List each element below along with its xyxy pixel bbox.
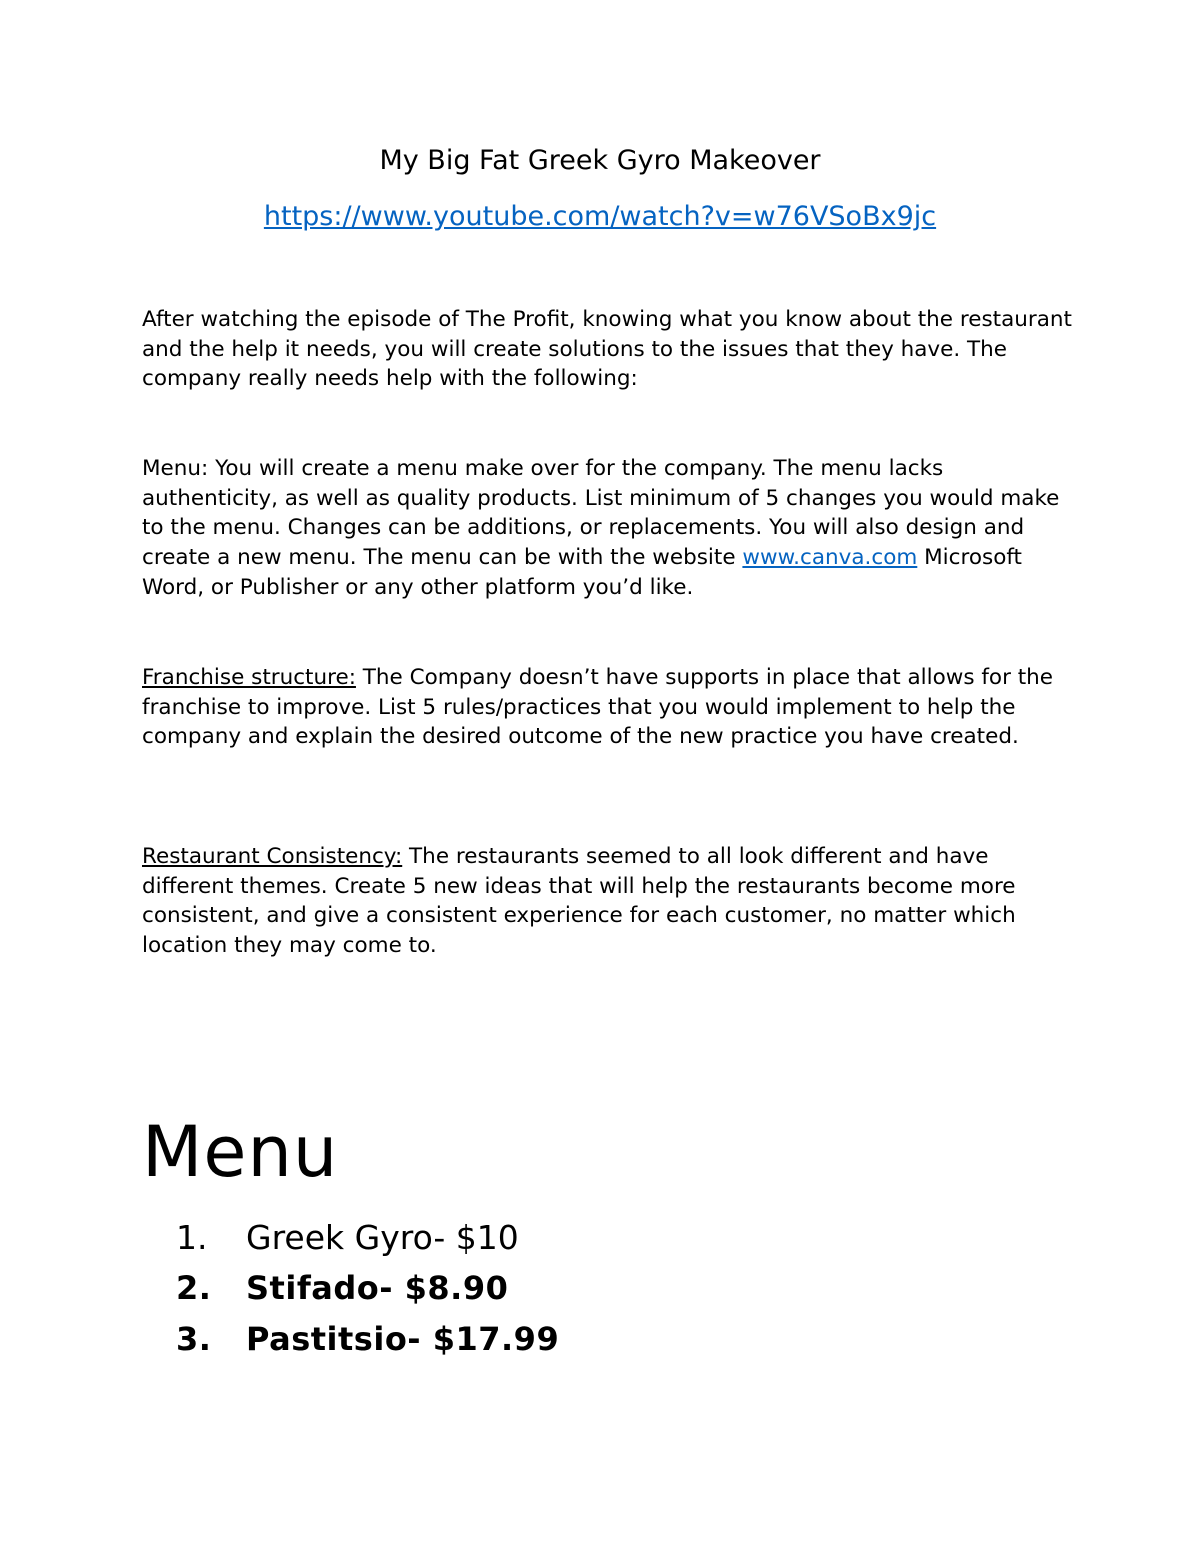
menu-section-paragraph xyxy=(142,454,1072,603)
consistency-heading: Restaurant Consistency: xyxy=(142,844,403,869)
menu-heading: Menu xyxy=(142,1111,339,1193)
video-link-line xyxy=(0,197,1200,237)
canva-link[interactable]: www.canva.com xyxy=(742,545,918,571)
consistency-text: The restaurants seemed to all look different and have different themes. Create 5 new ideas that will help the restaurants become more consistent, and give a consistent experience for each customer, no matter which location they may come to. xyxy=(142,844,1016,959)
franchise-heading: Franchise structure: xyxy=(142,665,356,690)
franchise-text: The Company doesn’t have supports in place that allows for the franchise to improve. List 5 rules/practices that you would implement to help the company and explain the desired outcome of the new practice you have created. xyxy=(142,665,1054,750)
consistency-section-paragraph xyxy=(142,842,1072,961)
menu-item-text: Pastitsio- $17.99 xyxy=(246,1320,560,1358)
menu-item-text: Greek Gyro- $10 xyxy=(246,1218,519,1257)
menu-item-number: 2. xyxy=(176,1269,212,1307)
menu-item-number: 1. xyxy=(176,1218,208,1257)
intro-paragraph: After watching the episode of The Profit, knowing what you know about the restaurant and the help it needs, you will create solutions to the issues that they have. The company really needs help with the following: xyxy=(142,307,1072,392)
franchise-section-paragraph xyxy=(142,663,1072,752)
menu-section-text-after: Microsoft Word, or Publisher or any other platform you’d like. xyxy=(142,545,1022,600)
menu-section-text: Menu: You will create a menu make over for the company. The menu lacks authenticity, as well as quality products. List minimum of 5 changes you would make to the menu. Changes can be additions, or replacements. You will also design and create a new menu. The menu can be with the website xyxy=(142,456,1060,571)
youtube-link[interactable]: https://www.youtube.com/watch?v=w76VSoBx9jc xyxy=(263,201,937,232)
menu-item-number: 3. xyxy=(176,1320,212,1358)
menu-item-text: Stifado- $8.90 xyxy=(246,1269,509,1307)
document-title: My Big Fat Greek Gyro Makeover xyxy=(379,145,821,176)
